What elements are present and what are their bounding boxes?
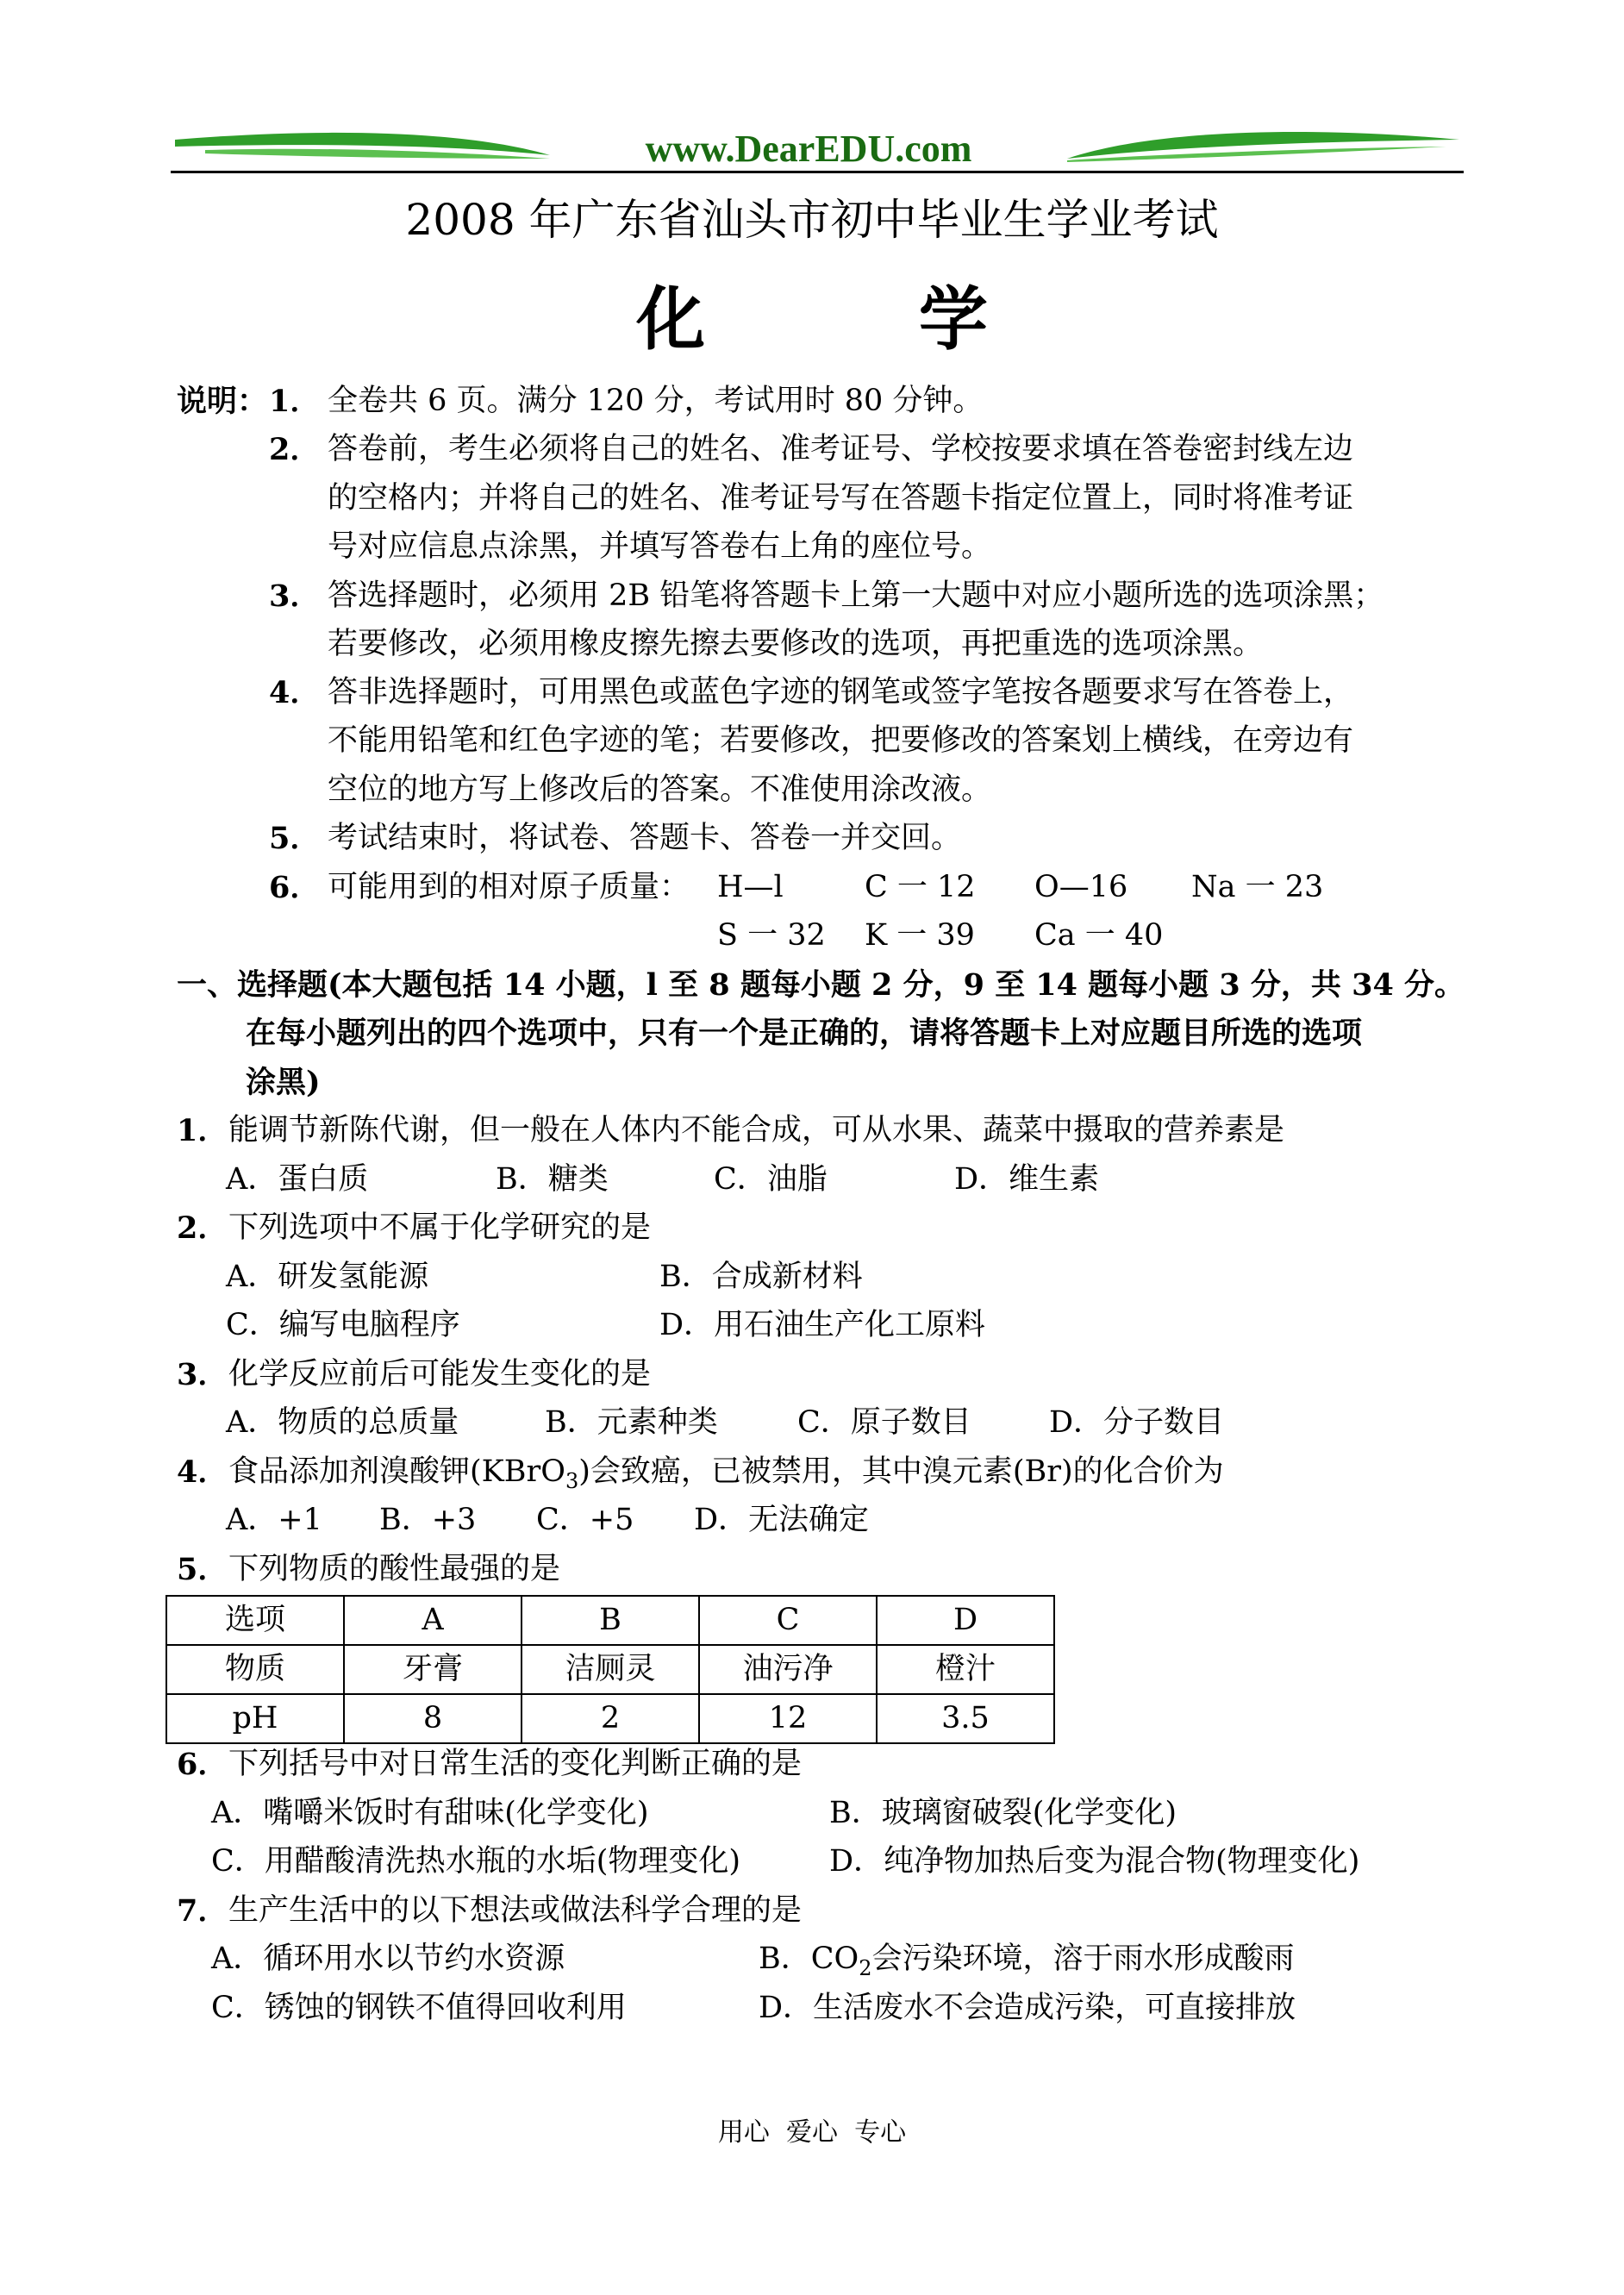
section-heading: 在每小题列出的四个选项中，只有一个是正确的，请将答题卡上对应题目所选的选项 xyxy=(246,1016,1363,1051)
answer-option: A．+1 xyxy=(226,1503,322,1537)
answer-option: D．生活废水不会造成污染，可直接排放 xyxy=(759,1991,1296,2025)
answer-option: C．原子数目 xyxy=(797,1405,971,1440)
instruction-num: 4． xyxy=(269,675,321,710)
answer-option: C．锈蚀的钢铁不值得回收利用 xyxy=(211,1991,627,2025)
answer-option: D．分子数目 xyxy=(1049,1405,1225,1440)
table-cell: 物质 xyxy=(166,1645,344,1694)
instruction-num: 3． xyxy=(269,578,321,614)
answer-option: D．纯净物加热后变为混合物(物理变化) xyxy=(829,1844,1360,1879)
question-number: 6． xyxy=(177,1747,228,1782)
table-row xyxy=(166,1596,1054,1645)
instruction-num: 5． xyxy=(269,821,321,856)
subscript: 2 xyxy=(859,1956,872,1980)
question-stem: 下列选项中不属于化学研究的是 xyxy=(228,1210,652,1245)
answer-option: B．合成新材料 xyxy=(659,1260,863,1294)
table-cell: 选项 xyxy=(166,1596,344,1645)
atomic-mass: Na 一 23 xyxy=(1191,870,1324,904)
answer-option: C．用醋酸清洗热水瓶的水垢(物理变化) xyxy=(211,1844,741,1879)
header-divider xyxy=(171,171,1464,173)
question-number: 1． xyxy=(177,1113,228,1148)
question-stem: 生产生活中的以下想法或做法科学合理的是 xyxy=(228,1893,803,1928)
table-cell: 12 xyxy=(699,1694,877,1743)
instruction-line: 答选择题时，必须用 2B 铅笔将答题卡上第一大题中对应小题所选的选项涂黑； xyxy=(328,578,1384,613)
section-heading: 涂黑) xyxy=(246,1065,321,1100)
question-stem: 能调节新陈代谢，但一般在人体内不能合成，可从水果、蔬菜中摄取的营养素是 xyxy=(228,1113,1285,1148)
subscript: 3 xyxy=(565,1469,579,1493)
table-cell: A xyxy=(344,1596,522,1645)
instruction-line: 考试结束时，将试卷、答题卡、答卷一并交回。 xyxy=(328,821,962,855)
answer-option: C．编写电脑程序 xyxy=(226,1308,460,1342)
instruction-line: 的空格内；并将自己的姓名、准考证号写在答题卡指定位置上，同时将准考证 xyxy=(328,481,1354,516)
table-cell: 2 xyxy=(522,1694,699,1743)
answer-option: A．循环用水以节约水资源 xyxy=(211,1942,565,1976)
stem-text: 食品添加剂溴酸钾(KBrO xyxy=(228,1454,565,1489)
instruction-line: 答卷前，考生必须将自己的姓名、准考证号、学校按要求填在答卷密封线左边 xyxy=(328,432,1354,466)
answer-option: B．+3 xyxy=(379,1503,477,1537)
answer-option: C．油脂 xyxy=(714,1162,828,1197)
atomic-mass: S 一 32 xyxy=(717,918,826,953)
table-cell: 牙膏 xyxy=(344,1645,522,1694)
option-text: 会污染环境，溶于雨水形成酸雨 xyxy=(871,1942,1295,1976)
answer-option: C．+5 xyxy=(536,1503,634,1537)
instruction-line: 可能用到的相对原子质量： xyxy=(328,870,690,904)
table-row xyxy=(166,1645,1054,1694)
atomic-mass: K 一 39 xyxy=(865,918,975,953)
question-number: 4． xyxy=(177,1454,228,1490)
question-number: 5． xyxy=(177,1552,228,1587)
table-cell: B xyxy=(522,1596,699,1645)
table-cell: 3.5 xyxy=(877,1694,1054,1743)
instructions-label: 说明： xyxy=(177,384,268,419)
answer-option: A．物质的总质量 xyxy=(226,1405,459,1440)
instruction-line: 号对应信息点涂黑，并填写答卷右上角的座位号。 xyxy=(328,529,992,564)
answer-option: B．糖类 xyxy=(496,1162,609,1197)
question-stem: 化学反应前后可能发生变化的是 xyxy=(228,1357,652,1391)
question-stem: 下列物质的酸性最强的是 xyxy=(228,1552,561,1586)
section-heading: 一、选择题(本大题包括 14 小题，l 至 8 题每小题 2 分，9 至 14 题每小题 3 分，共 34 分。 xyxy=(177,967,1465,1003)
ph-table xyxy=(166,1595,1055,1744)
answer-option xyxy=(759,1935,1295,1984)
stem-text: )会致癌，已被禁用，其中溴元素(Br)的化合价为 xyxy=(578,1454,1224,1489)
instruction-num: 6． xyxy=(269,870,321,905)
question-number: 2． xyxy=(177,1210,228,1246)
atomic-mass: H—l xyxy=(717,870,784,904)
page-footer: 用心 爱心 专心 xyxy=(717,2117,907,2148)
table-cell: 8 xyxy=(344,1694,522,1743)
table-cell: pH xyxy=(166,1694,344,1743)
answer-option: A．嘴嚼米饭时有甜味(化学变化) xyxy=(211,1796,649,1830)
table-row xyxy=(166,1694,1054,1743)
atomic-mass: C 一 12 xyxy=(865,870,976,904)
answer-option: D．维生素 xyxy=(954,1162,1100,1197)
table-cell: 油污净 xyxy=(699,1645,877,1694)
answer-option: B．玻璃窗破裂(化学变化) xyxy=(829,1796,1177,1830)
answer-option: B．元素种类 xyxy=(545,1405,718,1440)
subject-title: 化 学 xyxy=(636,278,1083,360)
answer-option: D．无法确定 xyxy=(694,1503,870,1537)
answer-option: A．蛋白质 xyxy=(226,1162,369,1197)
instruction-line: 全卷共 6 页。满分 120 分，考试用时 80 分钟。 xyxy=(328,384,984,418)
instruction-line: 空位的地方写上修改后的答案。不准使用涂改液。 xyxy=(328,772,992,807)
question-number: 7． xyxy=(177,1893,228,1929)
atomic-mass: Ca 一 40 xyxy=(1034,918,1164,953)
question-stem: 下列括号中对日常生活的变化判断正确的是 xyxy=(228,1747,803,1781)
exam-title: 2008 年广东省汕头市初中毕业生学业考试 xyxy=(405,195,1219,245)
table-cell: D xyxy=(877,1596,1054,1645)
answer-option: A．研发氢能源 xyxy=(226,1260,429,1294)
table-cell: C xyxy=(699,1596,877,1645)
atomic-mass: O—16 xyxy=(1034,870,1128,904)
question-stem xyxy=(228,1448,1224,1497)
instruction-line: 答非选择题时，可用黑色或蓝色字迹的钢笔或签字笔按各题要求写在答卷上， xyxy=(328,675,1354,710)
site-logo-text: www.DearEDU.com xyxy=(645,128,972,170)
instruction-num: 2． xyxy=(269,432,321,467)
question-number: 3． xyxy=(177,1357,228,1392)
answer-option: D．用石油生产化工原料 xyxy=(659,1308,986,1342)
instruction-line: 若要修改，必须用橡皮擦先擦去要修改的选项，再把重选的选项涂黑。 xyxy=(328,627,1264,661)
table-cell: 洁厕灵 xyxy=(522,1645,699,1694)
instruction-num: 1． xyxy=(269,384,321,419)
table-cell: 橙汁 xyxy=(877,1645,1054,1694)
option-text: B．CO xyxy=(759,1942,859,1976)
instruction-line: 不能用铅笔和红色字迹的笔；若要修改，把要修改的答案划上横线，在旁边有 xyxy=(328,723,1354,758)
